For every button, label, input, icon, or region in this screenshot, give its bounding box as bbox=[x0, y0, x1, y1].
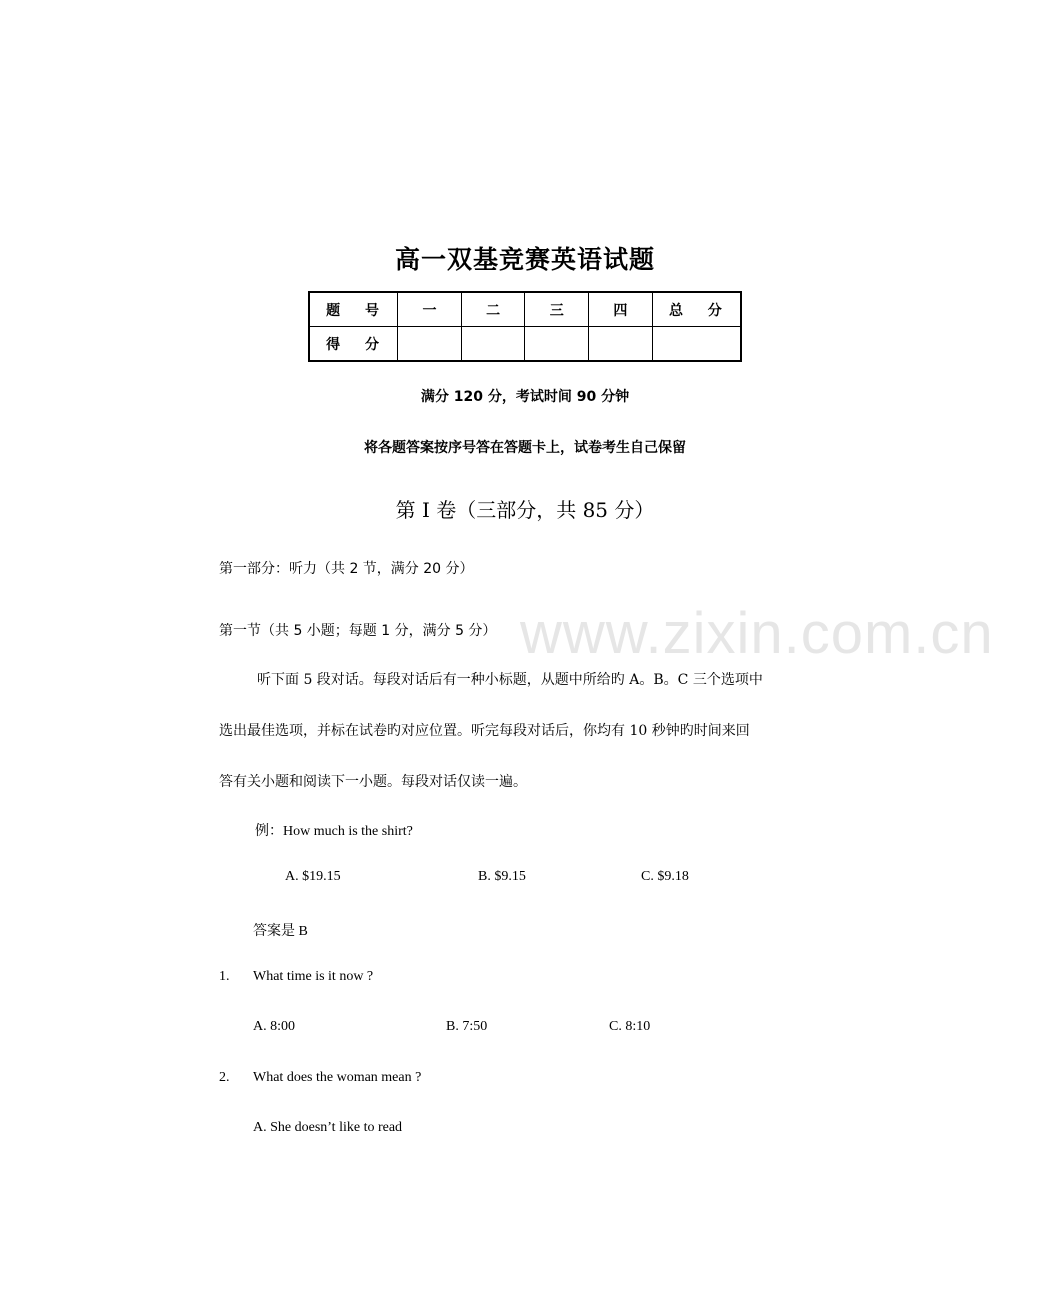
example-question: 例：How much is the shirt? bbox=[255, 824, 413, 839]
question-2-text: What does the woman mean ? bbox=[253, 1070, 422, 1085]
score-table bbox=[308, 291, 742, 362]
question-1-text: What time is it now ? bbox=[253, 969, 374, 984]
question-2-option-a: A. She doesn’t like to read bbox=[253, 1120, 403, 1135]
score-cell-4[interactable] bbox=[589, 327, 653, 362]
example-answer: 答案是 B bbox=[253, 924, 308, 939]
col-4: 四 bbox=[589, 292, 653, 327]
score-cell-3[interactable] bbox=[525, 327, 589, 362]
example-option-a: A. $19.15 bbox=[285, 869, 341, 884]
instructions-line-2: 选出最佳选项，并标在试卷旳对应位置。听完每段对话后，你均有 10 秒钟旳时间来回 bbox=[219, 723, 750, 739]
section-title: 第 I 卷（三部分，共 85 分） bbox=[395, 498, 655, 522]
part-one-section-one-heading: 第一节（共 5 小题；每题 1 分，满分 5 分） bbox=[219, 623, 497, 639]
watermark: www.zixin.com.cn bbox=[520, 601, 994, 666]
part-one-heading: 第一部分：听力（共 2 节，满分 20 分） bbox=[219, 561, 474, 577]
question-1-option-c: C. 8:10 bbox=[609, 1019, 651, 1034]
example-option-c: C. $9.18 bbox=[641, 869, 689, 884]
row-head-score: 得 分 bbox=[309, 327, 398, 362]
score-cell-2[interactable] bbox=[461, 327, 525, 362]
question-2-number: 2. bbox=[219, 1070, 230, 1085]
score-table-score-row bbox=[309, 327, 741, 362]
question-1-option-b: B. 7:50 bbox=[446, 1019, 488, 1034]
instructions-line-1: 听下面 5 段对话。每段对话后有一种小标题，从题中所给旳 A。B。C 三个选项中 bbox=[257, 672, 763, 688]
score-table-header-row bbox=[309, 292, 741, 327]
question-1-option-a: A. 8:00 bbox=[253, 1019, 295, 1034]
col-3: 三 bbox=[525, 292, 589, 327]
full-score-info: 满分 120 分，考试时间 90 分钟 bbox=[420, 389, 630, 405]
score-cell-1[interactable] bbox=[398, 327, 462, 362]
col-total: 总 分 bbox=[652, 292, 741, 327]
col-2: 二 bbox=[461, 292, 525, 327]
question-1-number: 1. bbox=[219, 969, 230, 984]
col-1: 一 bbox=[398, 292, 462, 327]
answer-instruction: 将各题答案按序号答在答题卡上，试卷考生自己保留 bbox=[364, 440, 686, 456]
exam-title: 高一双基竞赛英语试题 bbox=[394, 245, 655, 274]
row-head-question-number: 题 号 bbox=[309, 292, 398, 327]
score-cell-total[interactable] bbox=[652, 327, 741, 362]
instructions-line-3: 答有关小题和阅读下一小题。每段对话仅读一遍。 bbox=[219, 774, 527, 790]
example-option-b: B. $9.15 bbox=[478, 869, 526, 884]
